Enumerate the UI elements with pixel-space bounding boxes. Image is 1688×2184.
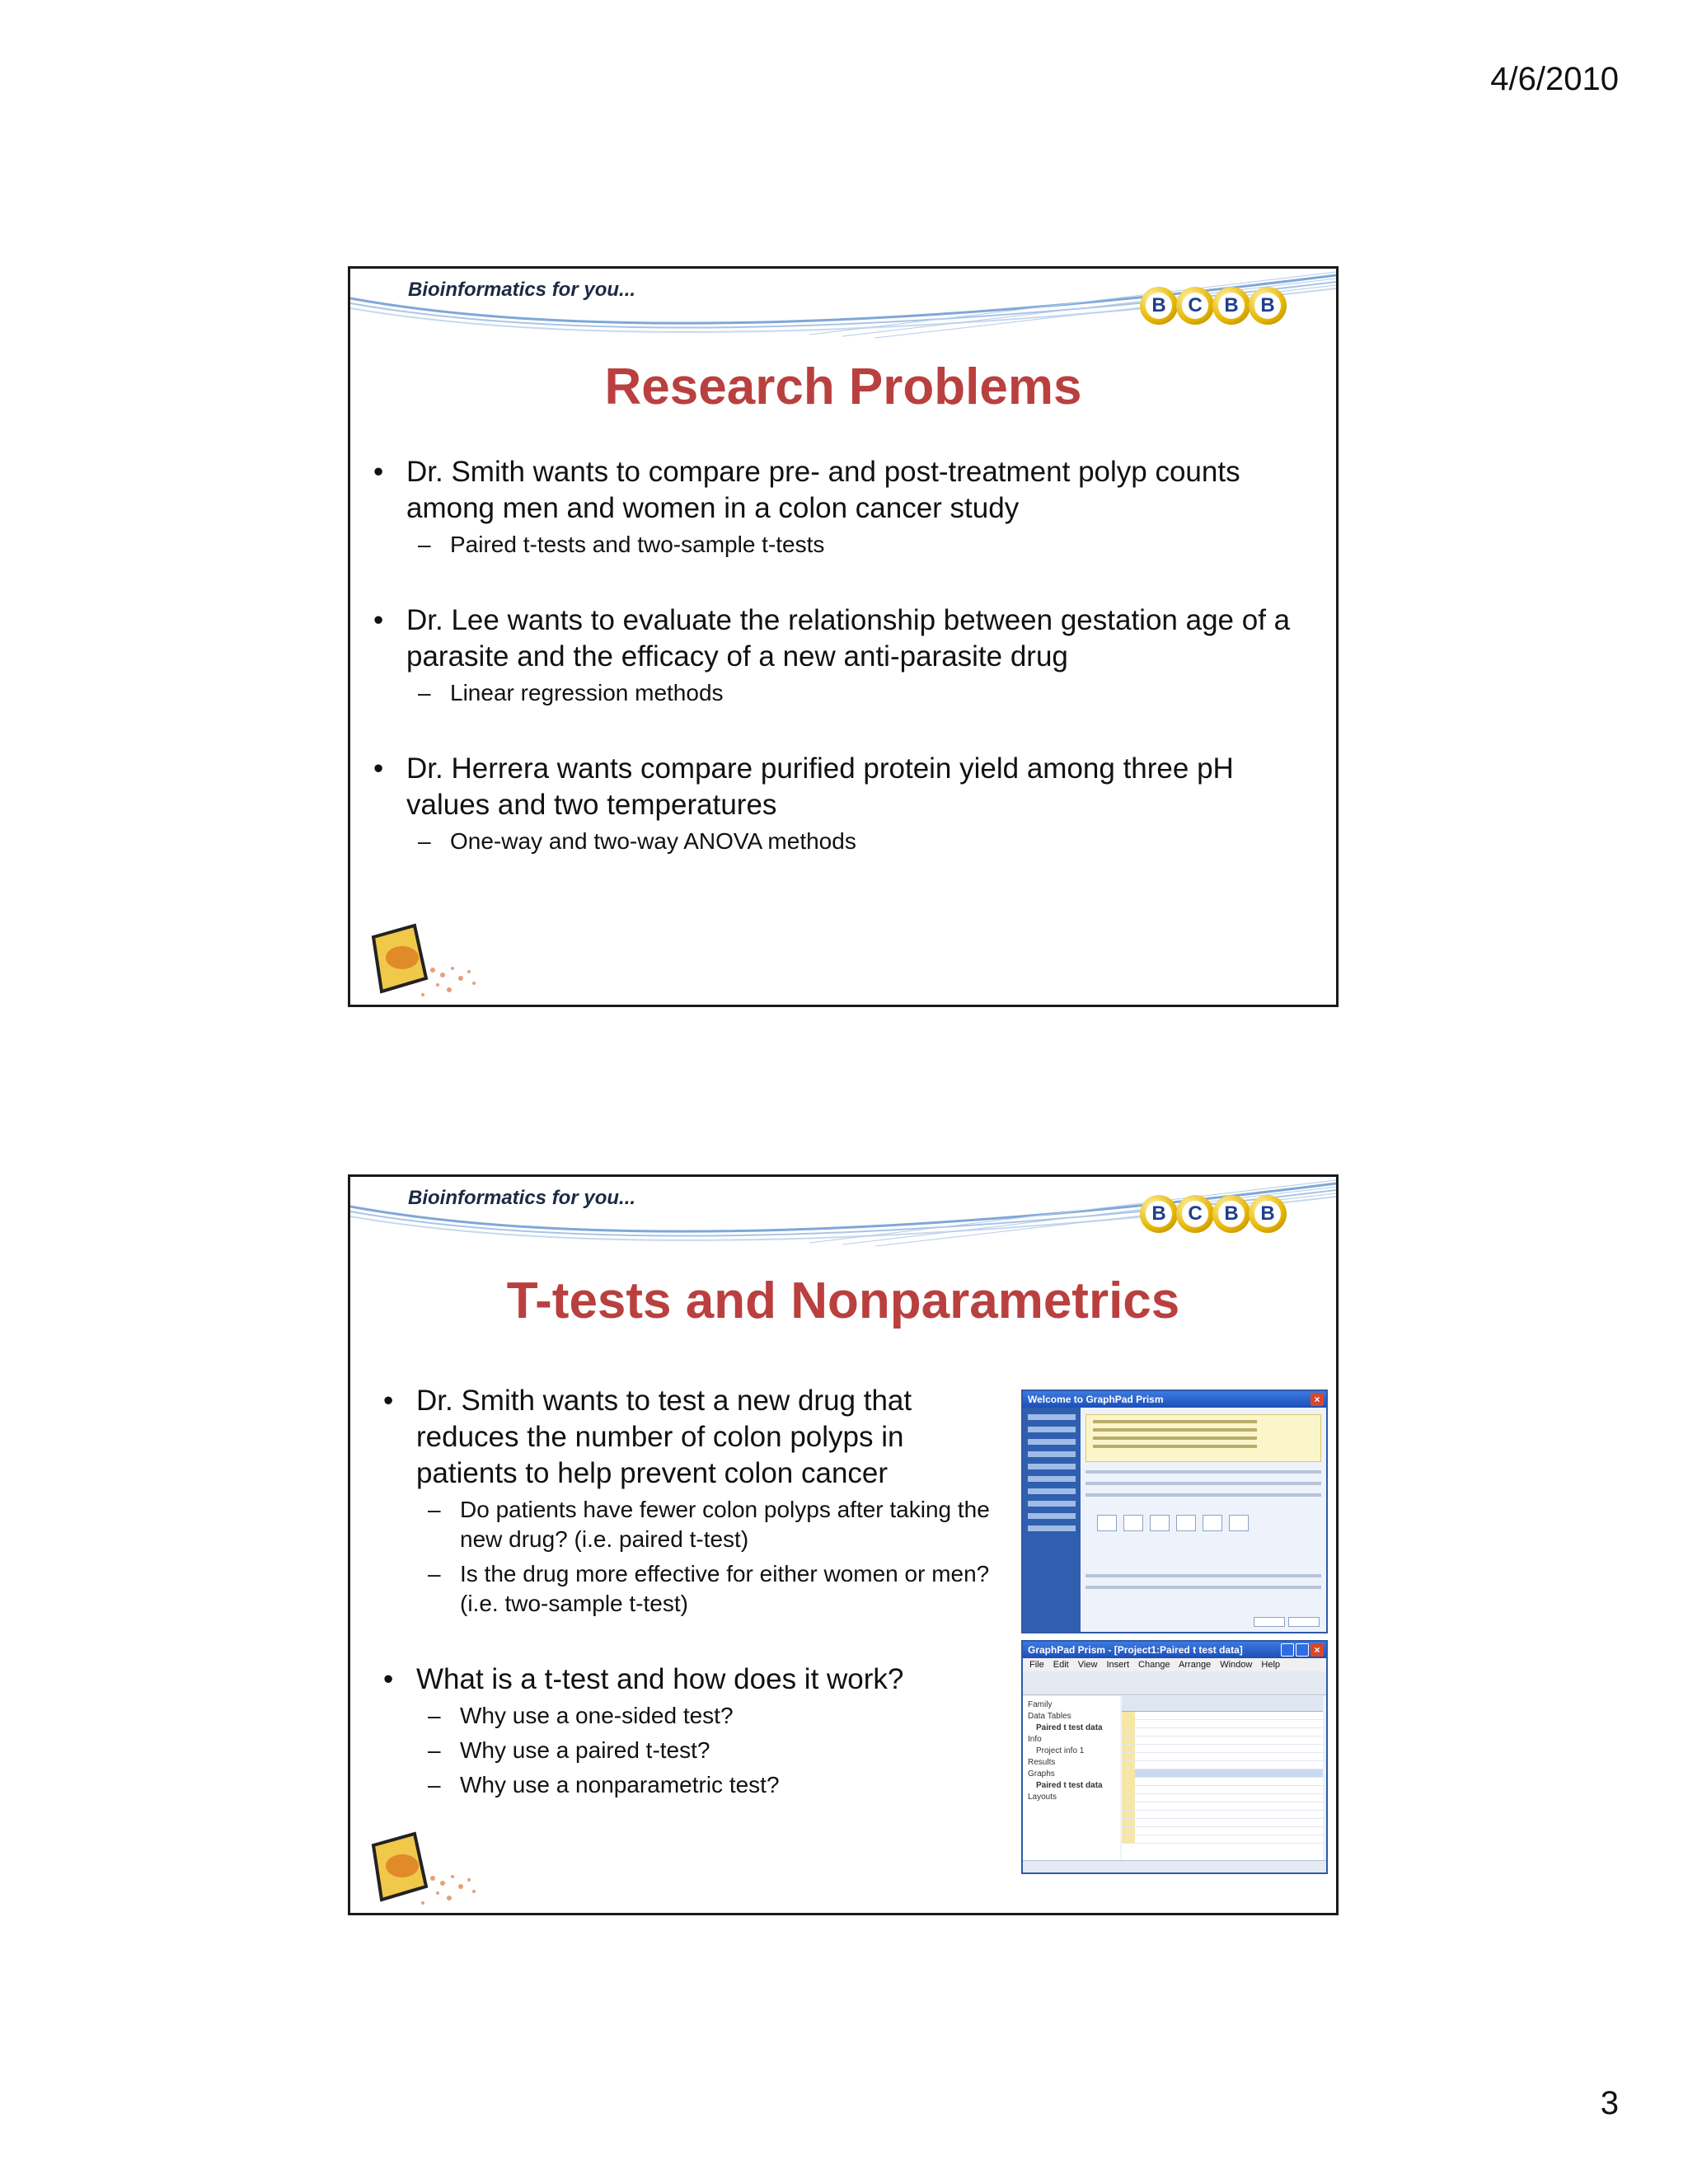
window-titlebar: GraphPad Prism - [Project1:Paired t test data] × (1023, 1642, 1326, 1658)
maximize-icon (1296, 1643, 1309, 1657)
dialog-sidebar (1023, 1408, 1081, 1632)
bullet-list (368, 454, 1308, 899)
sub-bullet: – Linear regression methods (406, 678, 1308, 708)
close-icon: × (1311, 1393, 1324, 1406)
sub-bullet: – One-way and two-way ANOVA methods (406, 827, 1308, 856)
bullet-item: • What is a t-test and how does it work? – Why use a one-sided test? – Why use a paired t-test? – Why use a nonparametric test? (378, 1661, 1005, 1800)
corner-logo-icon (357, 921, 489, 1003)
slide-t-tests (348, 1174, 1339, 1915)
minimize-icon (1281, 1643, 1294, 1657)
sub-bullet: – Is the drug more effective for either women or men? (i.e. two-sample t-test) (416, 1559, 1005, 1619)
data-grid (1122, 1696, 1323, 1861)
create-button (1288, 1617, 1320, 1627)
slide-research-problems (348, 266, 1339, 1007)
bullet-item: • Dr. Lee wants to evaluate the relationship between gestation age of a parasite and the efficacy of a new anti-parasite drug – Linear regression methods (368, 602, 1308, 708)
sub-bullet: – Why use a paired t-test? (416, 1736, 1005, 1765)
prism-welcome-screenshot (1021, 1390, 1328, 1633)
status-bar (1023, 1860, 1326, 1872)
dialog-row (1085, 1482, 1321, 1485)
menu-bar: File Edit View Insert Change Arrange Window Help (1023, 1658, 1326, 1671)
page-date: 4/6/2010 (1490, 61, 1619, 97)
bullet-item: • Dr. Herrera wants compare purified protein yield among three pH values and two temperatures – One-way and two-way ANOVA methods (368, 751, 1308, 856)
slide-title: T-tests and Nonparametrics (506, 1272, 1180, 1329)
dialog-row (1085, 1470, 1321, 1474)
brand-tagline: Bioinformatics for you... (408, 279, 636, 301)
dialog-row (1085, 1574, 1321, 1577)
toolbar (1023, 1671, 1326, 1695)
brand-tagline: Bioinformatics for you... (408, 1187, 636, 1209)
dialog-row (1085, 1493, 1321, 1497)
sub-bullet: – Why use a one-sided test? (416, 1701, 1005, 1731)
page-number: 3 (1600, 2085, 1619, 2121)
bcbb-logo: B C B B (1142, 1195, 1287, 1233)
navigator-tree: Family Data Tables Paired t test data Info Project info 1 Results Graphs Paired t test data Layouts (1023, 1696, 1120, 1861)
prism-project-screenshot (1021, 1640, 1328, 1874)
corner-logo-icon (357, 1829, 489, 1911)
sub-bullet: – Paired t-tests and two-sample t-tests (406, 530, 1308, 560)
sub-bullet: – Do patients have fewer colon polyps after taking the new drug? (i.e. paired t-test) (416, 1495, 1005, 1554)
bullet-item: • Dr. Smith wants to compare pre- and post-treatment polyp counts among men and women in a colon cancer study – Paired t-tests and two-sample t-tests (368, 454, 1308, 560)
sub-bullet: – Why use a nonparametric test? (416, 1770, 1005, 1800)
slide-title: Research Problems (604, 359, 1082, 415)
dialog-row (1085, 1586, 1321, 1589)
bcbb-logo: B C B B (1142, 287, 1287, 325)
cancel-button (1254, 1617, 1285, 1627)
dialog-panel (1085, 1414, 1321, 1462)
window-titlebar: Welcome to GraphPad Prism × (1023, 1391, 1326, 1408)
bullet-list (378, 1383, 1005, 1843)
close-icon: × (1311, 1643, 1324, 1657)
bullet-item: • Dr. Smith wants to test a new drug that reduces the number of colon polyps in patients to help prevent colon cancer – Do patients have fewer colon polyps after taking the new drug? (i.e. paired t-test) – Is the drug more effective for either women or men? (i.e. two-sample t-test) (378, 1383, 1005, 1619)
graph-type-icons (1097, 1515, 1249, 1531)
